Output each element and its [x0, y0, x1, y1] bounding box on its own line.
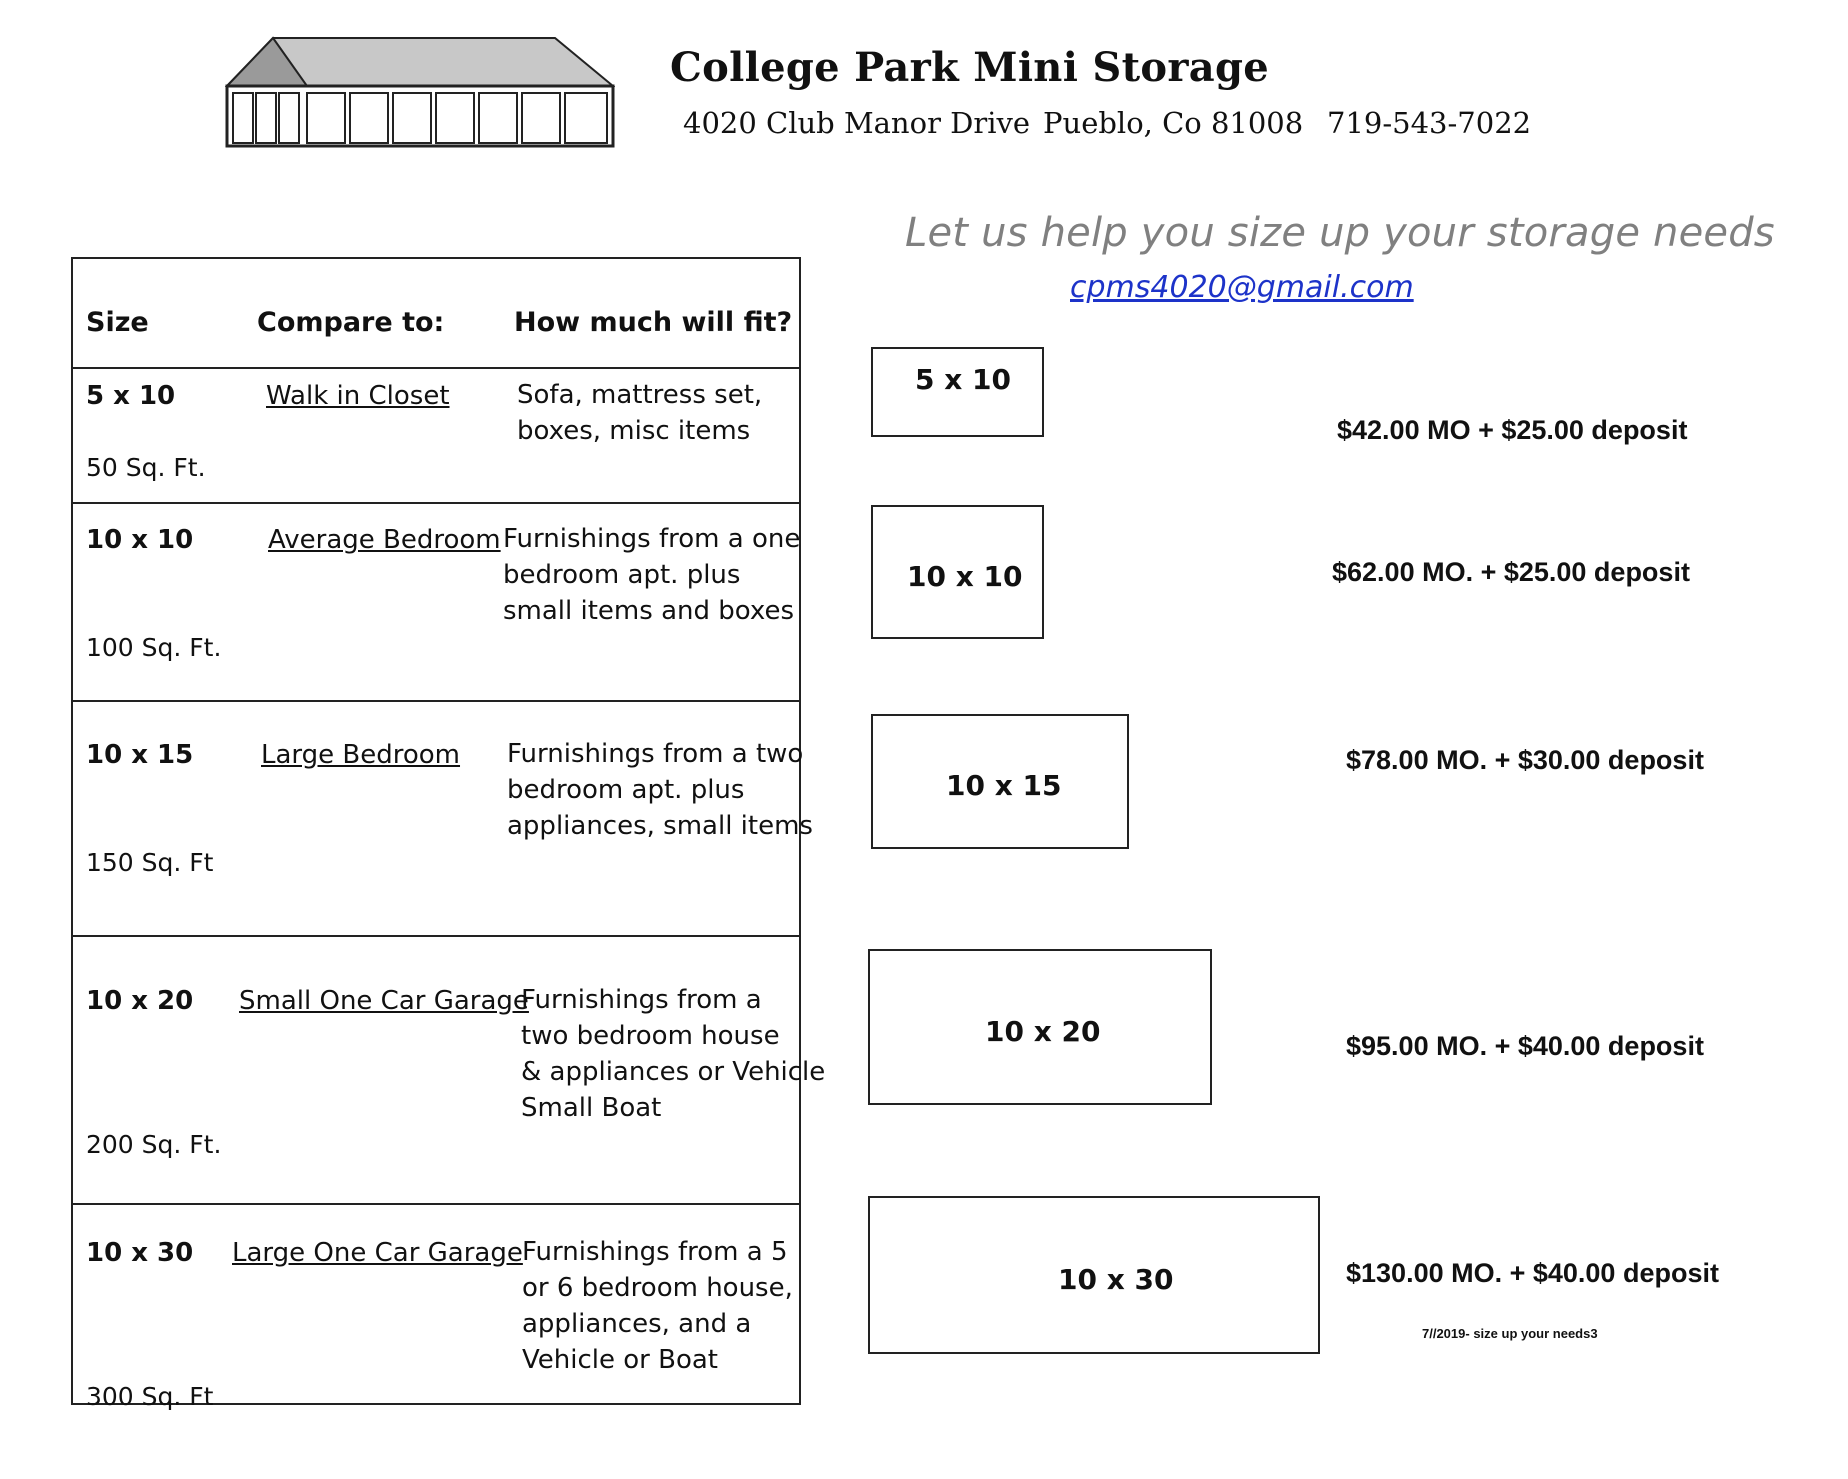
- unit-price-10x10: $62.00 MO. + $25.00 deposit: [1332, 557, 1690, 587]
- email-link[interactable]: cpms4020@gmail.com: [1070, 270, 1414, 305]
- header-fit: How much will fit?: [514, 307, 793, 338]
- row-compare: Small One Car Garage: [239, 986, 529, 1016]
- row-divider: [73, 502, 799, 504]
- row-sqft: 50 Sq. Ft.: [86, 453, 206, 482]
- row-fit-text: Furnishings from a one bedroom apt. plus small items and boxes: [503, 524, 801, 626]
- row-size: 10 x 20: [86, 986, 194, 1016]
- unit-box-10x20: 10 x 20: [868, 949, 1212, 1105]
- row-size: 10 x 15: [86, 740, 194, 770]
- tagline: Let us help you size up your storage needs: [905, 210, 1775, 256]
- unit-box-10x15: 10 x 15: [871, 714, 1129, 849]
- unit-box-10x30: 10 x 30: [868, 1196, 1320, 1354]
- footnote: 7//2019- size up your needs3: [1422, 1326, 1598, 1341]
- row-fit-text: Sofa, mattress set, boxes, misc items: [517, 380, 763, 446]
- row-divider: [73, 700, 799, 702]
- unit-price-10x20: $95.00 MO. + $40.00 deposit: [1346, 1031, 1704, 1061]
- unit-box-10x10: 10 x 10: [871, 505, 1044, 639]
- business-phone: 719-543-7022: [1327, 106, 1532, 140]
- business-address: 4020 Club Manor Drive: [683, 106, 1031, 140]
- unit-price-5x10: $42.00 MO + $25.00 deposit: [1337, 415, 1688, 445]
- row-compare: Large Bedroom: [261, 740, 461, 770]
- row-compare: Walk in Closet: [266, 381, 450, 411]
- row-fit-text: Furnishings from a two bedroom house & appliances or Vehicle Small Boat: [521, 985, 826, 1123]
- row-sqft: 100 Sq. Ft.: [86, 633, 222, 662]
- storage-building-icon: [225, 36, 615, 152]
- row-sqft: 150 Sq. Ft: [86, 848, 214, 877]
- row-size: 10 x 30: [86, 1238, 194, 1268]
- row-fit-text: Furnishings from a two bedroom apt. plus appliances, small items: [507, 739, 813, 841]
- business-name: College Park Mini Storage: [670, 44, 1269, 91]
- row-divider: [73, 367, 799, 369]
- header-compare: Compare to:: [257, 307, 445, 338]
- row-size: 5 x 10: [86, 381, 176, 411]
- unit-price-10x30: $130.00 MO. + $40.00 deposit: [1346, 1258, 1719, 1288]
- row-fit-text: Furnishings from a 5 or 6 bedroom house, appliances, and a Vehicle or Boat: [522, 1237, 793, 1375]
- row-sqft: 300 Sq. Ft: [86, 1382, 214, 1411]
- row-size: 10 x 10: [86, 525, 194, 555]
- row-sqft: 200 Sq. Ft.: [86, 1130, 222, 1159]
- row-divider: [73, 1203, 799, 1205]
- size-comparison-table: [71, 257, 826, 1411]
- row-compare: Large One Car Garage: [232, 1238, 523, 1268]
- row-compare: Average Bedroom: [268, 525, 501, 555]
- unit-box-5x10: 5 x 10: [871, 347, 1044, 437]
- business-city: Pueblo, Co 81008: [1043, 106, 1304, 140]
- unit-price-10x15: $78.00 MO. + $30.00 deposit: [1346, 745, 1704, 775]
- row-divider: [73, 935, 799, 937]
- header-size: Size: [86, 307, 149, 338]
